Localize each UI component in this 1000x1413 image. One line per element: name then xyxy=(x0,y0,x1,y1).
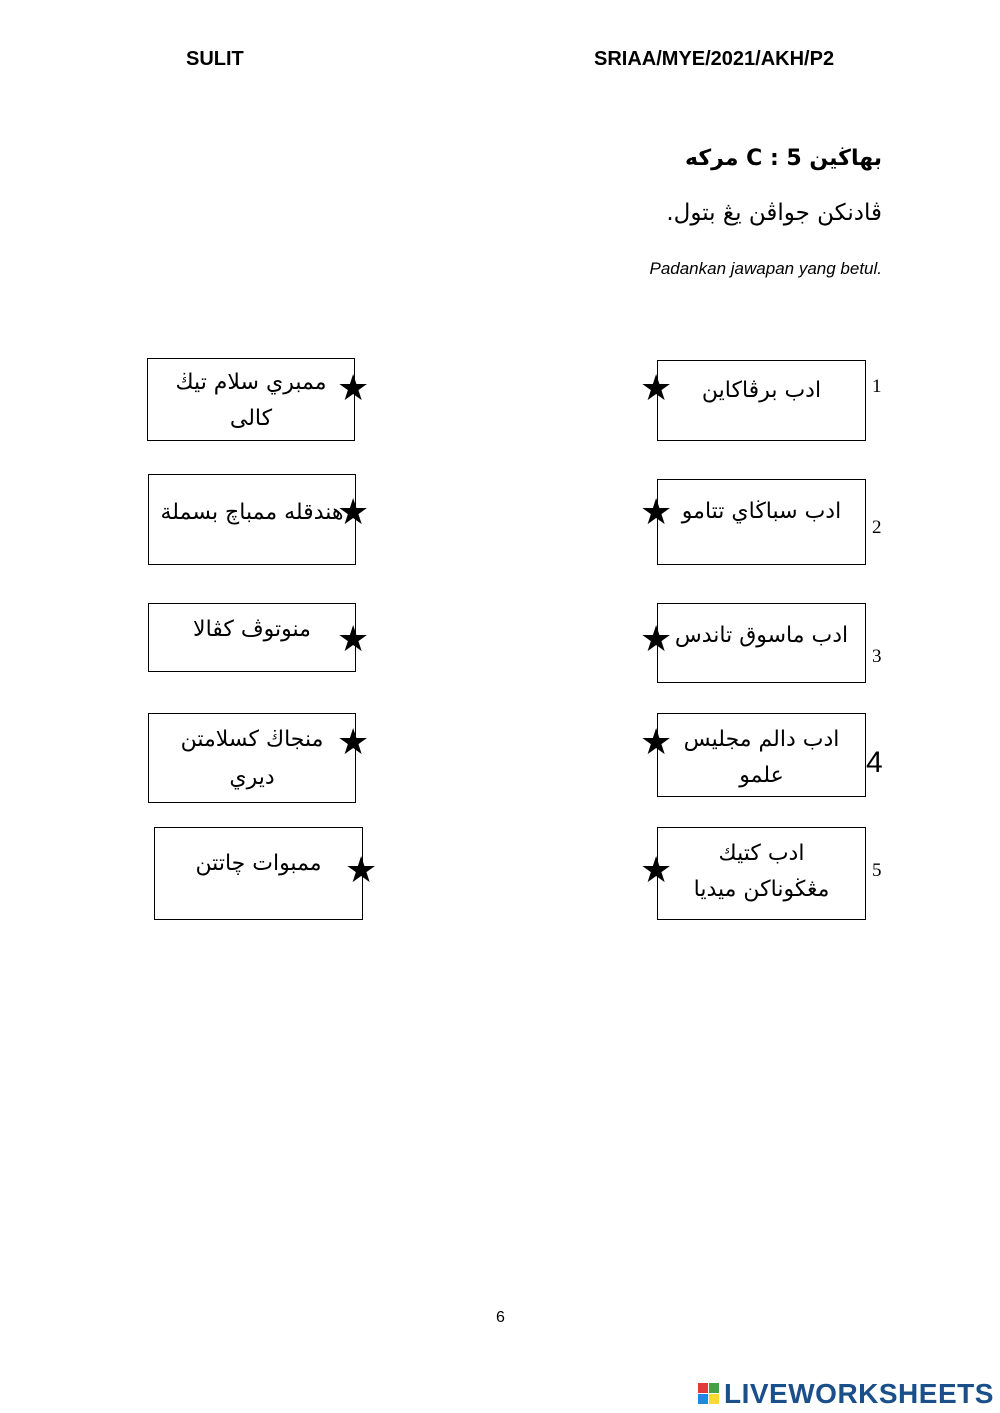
left-answer-box-2[interactable] xyxy=(148,474,356,565)
right-question-box-1 xyxy=(657,360,866,441)
instruction-rumi: Padankan jawapan yang betul. xyxy=(649,259,882,278)
logo-square-blue xyxy=(698,1394,708,1404)
right-question-line: ادب دالم مجليس xyxy=(683,727,840,752)
right-question-line: علمو xyxy=(739,763,784,788)
right-question-line: ادب سباڬاي تتامو xyxy=(681,499,842,524)
liveworksheets-logo-icon xyxy=(698,1383,720,1405)
right-star-2[interactable]: ★ xyxy=(640,492,673,533)
left-answer-line: ديري xyxy=(229,765,275,790)
logo-square-yellow xyxy=(709,1394,719,1404)
left-answer-line: ممبري سلام تيڬ xyxy=(175,370,327,395)
left-answer-line: منجاڬ كسلامتن xyxy=(180,727,324,752)
left-star-1[interactable]: ★ xyxy=(337,368,370,409)
right-question-line: ادب ماسوق تاندس xyxy=(674,623,849,648)
left-answer-line: منوتوڤ كڤالا xyxy=(193,617,311,642)
right-star-5[interactable]: ★ xyxy=(640,850,673,891)
right-question-box-5-line2 xyxy=(657,827,866,920)
right-star-3[interactable]: ★ xyxy=(640,619,673,660)
left-answer-box-4[interactable] xyxy=(148,713,356,803)
question-number-1: 1 xyxy=(872,376,882,397)
question-number-4: 4 xyxy=(866,746,883,779)
left-star-5[interactable]: ★ xyxy=(345,850,378,891)
left-star-4[interactable]: ★ xyxy=(337,722,370,763)
right-question-box-4-line2 xyxy=(657,713,866,797)
question-number-5: 5 xyxy=(872,860,882,881)
section-title: بهاڬين C : 5 مركه xyxy=(685,146,882,171)
left-answer-line: ممبوات چاتتن xyxy=(195,851,322,876)
logo-square-green xyxy=(709,1383,719,1393)
question-number-2: 2 xyxy=(872,517,882,538)
page-number: 6 xyxy=(496,1309,505,1326)
header-left: SULIT xyxy=(186,48,244,70)
liveworksheets-text: LIVEWORKSHEETS xyxy=(724,1378,994,1409)
left-star-2[interactable]: ★ xyxy=(337,492,370,533)
question-number-3: 3 xyxy=(872,646,882,667)
left-answer-line: كالى xyxy=(229,406,273,431)
right-question-box-2 xyxy=(657,479,866,565)
left-star-3[interactable]: ★ xyxy=(337,619,370,660)
right-question-line: ادب كتيك xyxy=(718,841,805,866)
right-star-1[interactable]: ★ xyxy=(640,368,673,409)
right-star-4[interactable]: ★ xyxy=(640,722,673,763)
right-question-line: مڠڬوناكن ميديا xyxy=(693,877,830,902)
liveworksheets-brand[interactable] xyxy=(698,1378,994,1410)
left-answer-box-1[interactable] xyxy=(147,358,355,441)
logo-square-red xyxy=(698,1383,708,1393)
instruction-jawi: ڤادنكن جواڤن يڠ بتول. xyxy=(666,200,882,226)
left-answer-line: هندقله ممباچ بسملة xyxy=(160,500,344,525)
left-answer-box-5[interactable] xyxy=(154,827,363,920)
left-answer-box-3[interactable] xyxy=(148,603,356,672)
header-right: SRIAA/MYE/2021/AKH/P2 xyxy=(594,48,835,70)
right-question-box-3 xyxy=(657,603,866,683)
right-question-line: ادب برڤاكاين xyxy=(701,378,822,403)
